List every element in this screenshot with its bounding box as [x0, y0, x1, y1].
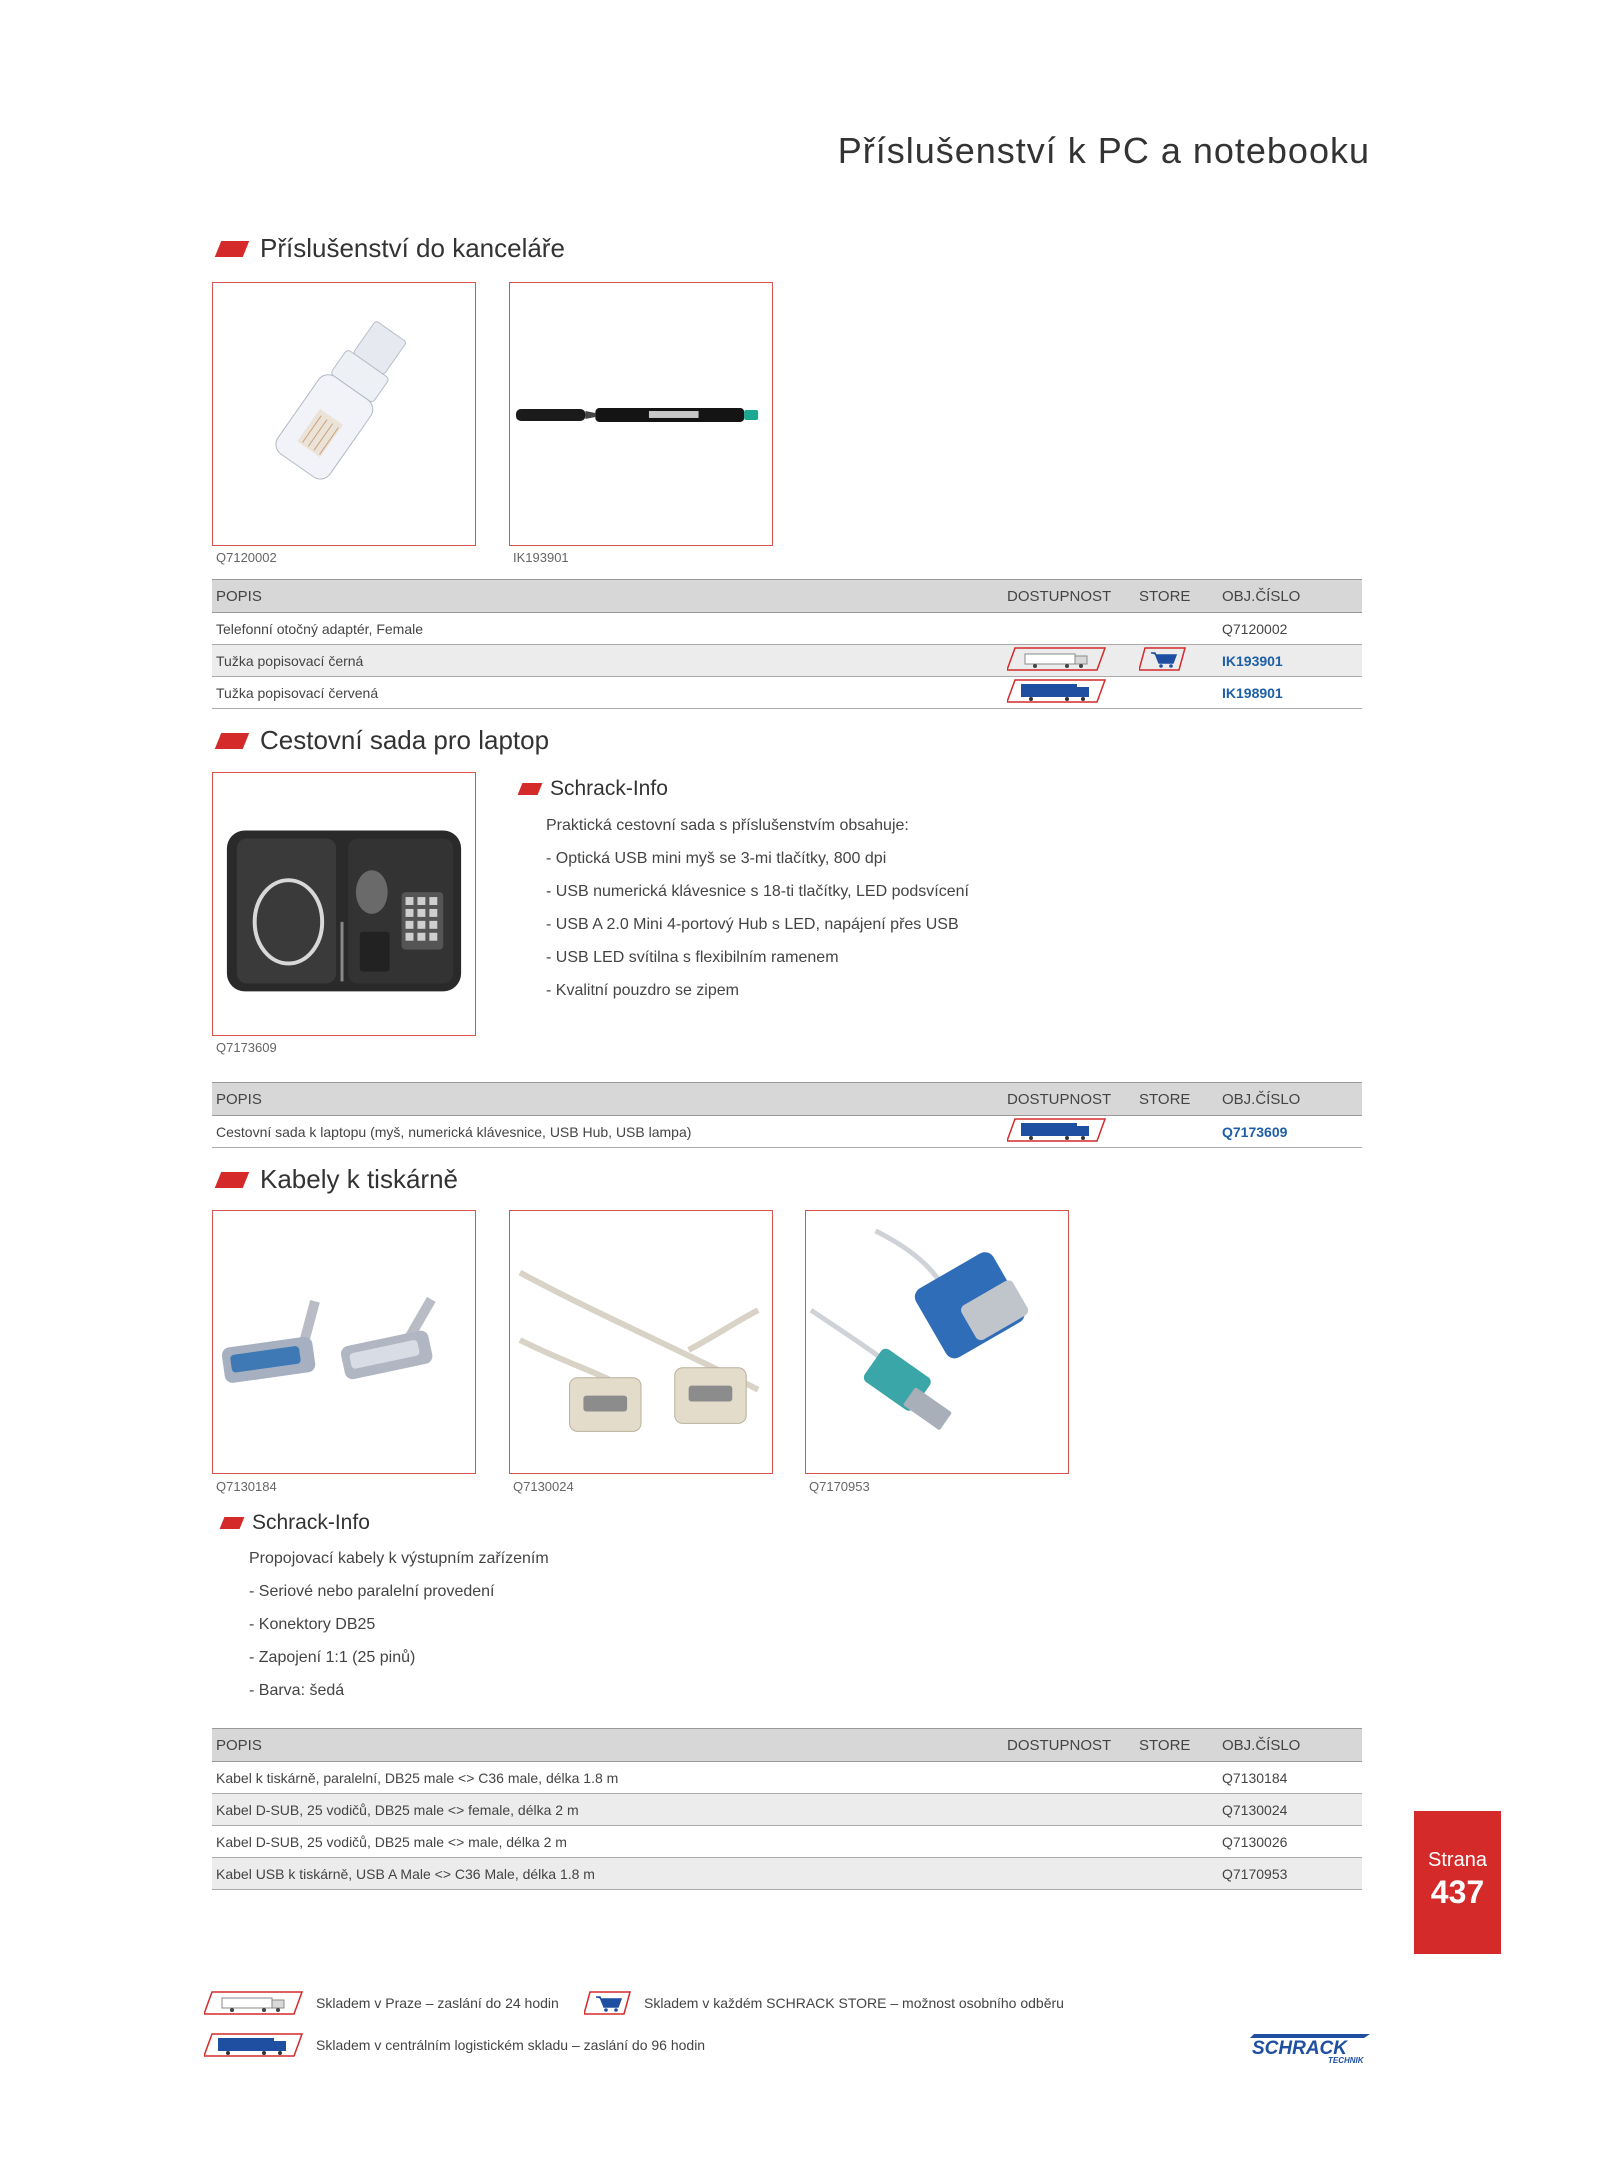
- page-number: 437: [1430, 1874, 1485, 1910]
- image-code: Q7130024: [513, 1479, 574, 1494]
- row-description: Tužka popisovací červená: [212, 677, 1003, 709]
- parallel-cable-image: [213, 1211, 475, 1473]
- product-image-marker-pen[interactable]: [509, 282, 773, 546]
- header-obj-cislo: OBJ.ČÍSLO: [1218, 1083, 1362, 1116]
- header-popis: POPIS: [212, 1729, 1003, 1762]
- row-description: Telefonní otočný adaptér, Female: [212, 613, 1003, 645]
- product-image-parallel-cable[interactable]: [212, 1210, 476, 1474]
- image-code: IK193901: [513, 550, 569, 565]
- usb-printer-cable-image: [806, 1211, 1068, 1473]
- section-bullet-icon: [220, 1517, 245, 1529]
- order-number-link[interactable]: IK193901: [1222, 652, 1283, 669]
- header-store: STORE: [1135, 1729, 1218, 1762]
- info-line: - Optická USB mini myš se 3-mi tlačítky, 800 dpi: [546, 850, 887, 867]
- shopping-cart-icon: [1139, 646, 1187, 672]
- info-line: - Seriové nebo paralelní provedení: [249, 1583, 495, 1600]
- row-description: Kabel k tiskárně, paralelní, DB25 male <> C36 male, délka 1.8 m: [212, 1762, 1003, 1794]
- schrack-info-list: [546, 809, 969, 1007]
- order-number-link[interactable]: Q7173609: [1222, 1123, 1288, 1140]
- product-image-travel-kit[interactable]: [212, 772, 476, 1036]
- dsub-cable-image: [510, 1211, 772, 1473]
- section-title: Cestovní sada pro laptop: [260, 725, 550, 755]
- header-obj-cislo: OBJ.ČÍSLO: [1218, 1729, 1362, 1762]
- product-table-office: [212, 579, 1362, 709]
- info-line: Praktická cestovní sada s příslušenstvím obsahuje:: [546, 817, 909, 834]
- info-title: Schrack-Info: [252, 1511, 370, 1534]
- order-number: Q7120002: [1218, 613, 1362, 645]
- info-line: - USB A 2.0 Mini 4-portový Hub s LED, napájení přes USB: [546, 916, 959, 933]
- legend-text: Skladem v každém SCHRACK STORE – možnost osobního odběru: [644, 1995, 1064, 2011]
- row-description: Kabel D-SUB, 25 vodičů, DB25 male <> female, délka 2 m: [212, 1794, 1003, 1826]
- order-number: Q7130024: [1218, 1794, 1362, 1826]
- header-popis: POPIS: [212, 1083, 1003, 1116]
- product-image-usb-printer-cable[interactable]: [805, 1210, 1069, 1474]
- info-line: - Zapojení 1:1 (25 pinů): [249, 1649, 416, 1666]
- order-number: Q7170953: [1218, 1858, 1362, 1890]
- phone-adapter-image: [213, 283, 475, 545]
- row-description: Kabel USB k tiskárně, USB A Male <> C36 Male, délka 1.8 m: [212, 1858, 1003, 1890]
- info-line: - Konektory DB25: [249, 1616, 376, 1633]
- order-number: Q7130026: [1218, 1826, 1362, 1858]
- table-row: [212, 1826, 1362, 1858]
- table-row: [212, 1858, 1362, 1890]
- info-line: - USB LED svítilna s flexibilním ramenem: [546, 949, 839, 966]
- truck-prague-icon: [1007, 646, 1107, 672]
- truck-central-icon: [1007, 678, 1107, 704]
- info-line: - USB numerická klávesnice s 18-ti tlačítky, LED podsvícení: [546, 883, 969, 900]
- table-row: [212, 1794, 1362, 1826]
- header-store: STORE: [1135, 580, 1218, 613]
- section-heading-travel-kit: [212, 725, 549, 756]
- order-number: Q7130184: [1218, 1762, 1362, 1794]
- section-bullet-icon: [215, 733, 249, 749]
- strana-label: Strana: [1428, 1849, 1487, 1871]
- table-row: [212, 1762, 1362, 1794]
- schrack-info-heading: [514, 777, 668, 801]
- section-heading-office: [212, 233, 565, 264]
- truck-prague-icon: [204, 1990, 304, 2016]
- image-code: Q7130184: [216, 1479, 277, 1494]
- truck-central-icon: [1007, 1117, 1107, 1143]
- header-dostupnost: DOSTUPNOST: [1003, 1083, 1135, 1116]
- legend-text: Skladem v centrálním logistickém skladu – zaslání do 96 hodin: [316, 2037, 706, 2053]
- section-title: Kabely k tiskárně: [260, 1164, 458, 1194]
- row-description: Tužka popisovací černá: [212, 645, 1003, 677]
- header-dostupnost: DOSTUPNOST: [1003, 1729, 1135, 1762]
- schrack-info-heading: [216, 1511, 370, 1535]
- schrack-logo: [1248, 2034, 1370, 2064]
- truck-central-icon: [204, 2032, 304, 2058]
- table-row: [212, 613, 1362, 645]
- info-title: Schrack-Info: [550, 777, 668, 800]
- header-store: STORE: [1135, 1083, 1218, 1116]
- legend-central: [204, 2032, 705, 2058]
- header-dostupnost: DOSTUPNOST: [1003, 580, 1135, 613]
- section-bullet-icon: [215, 1172, 249, 1188]
- marker-pen-image: [510, 283, 772, 545]
- page-title: Příslušenství k PC a notebooku: [837, 130, 1370, 171]
- info-line: Propojovací kabely k výstupním zařízením: [249, 1550, 549, 1567]
- product-image-phone-adapter[interactable]: [212, 282, 476, 546]
- section-heading-printer-cables: [212, 1164, 458, 1195]
- info-line: - Barva: šedá: [249, 1682, 345, 1699]
- section-bullet-icon: [215, 241, 249, 257]
- section-title: Příslušenství do kanceláře: [260, 233, 565, 263]
- image-code: Q7120002: [216, 550, 277, 565]
- schrack-info-list: [249, 1542, 549, 1707]
- info-line: - Kvalitní pouzdro se zipem: [546, 982, 739, 999]
- logo-sub: TECHNIK: [1328, 2056, 1364, 2064]
- image-code: Q7173609: [216, 1040, 277, 1055]
- travel-kit-image: [213, 773, 475, 1035]
- section-bullet-icon: [518, 783, 543, 795]
- product-image-dsub-cable[interactable]: [509, 1210, 773, 1474]
- image-code: Q7170953: [809, 1479, 870, 1494]
- page-number-tab: [1414, 1811, 1501, 1954]
- order-number-link[interactable]: IK198901: [1222, 684, 1283, 701]
- legend-prague: [204, 1990, 559, 2016]
- table-row: [212, 645, 1362, 677]
- legend-text: Skladem v Praze – zaslání do 24 hodin: [316, 1995, 559, 2011]
- table-row: [212, 677, 1362, 709]
- header-obj-cislo: OBJ.ČÍSLO: [1218, 580, 1362, 613]
- product-table-travel-kit: [212, 1082, 1362, 1148]
- header-popis: POPIS: [212, 580, 1003, 613]
- product-table-printer-cables: [212, 1728, 1362, 1890]
- table-row: [212, 1116, 1362, 1148]
- row-description: Cestovní sada k laptopu (myš, numerická klávesnice, USB Hub, USB lampa): [212, 1116, 1003, 1148]
- logo-name: SCHRACK: [1252, 2038, 1347, 2059]
- shopping-cart-icon: [584, 1990, 632, 2016]
- legend-store: [584, 1990, 1064, 2016]
- row-description: Kabel D-SUB, 25 vodičů, DB25 male <> male, délka 2 m: [212, 1826, 1003, 1858]
- schrack-logo-mark: [1248, 2034, 1370, 2064]
